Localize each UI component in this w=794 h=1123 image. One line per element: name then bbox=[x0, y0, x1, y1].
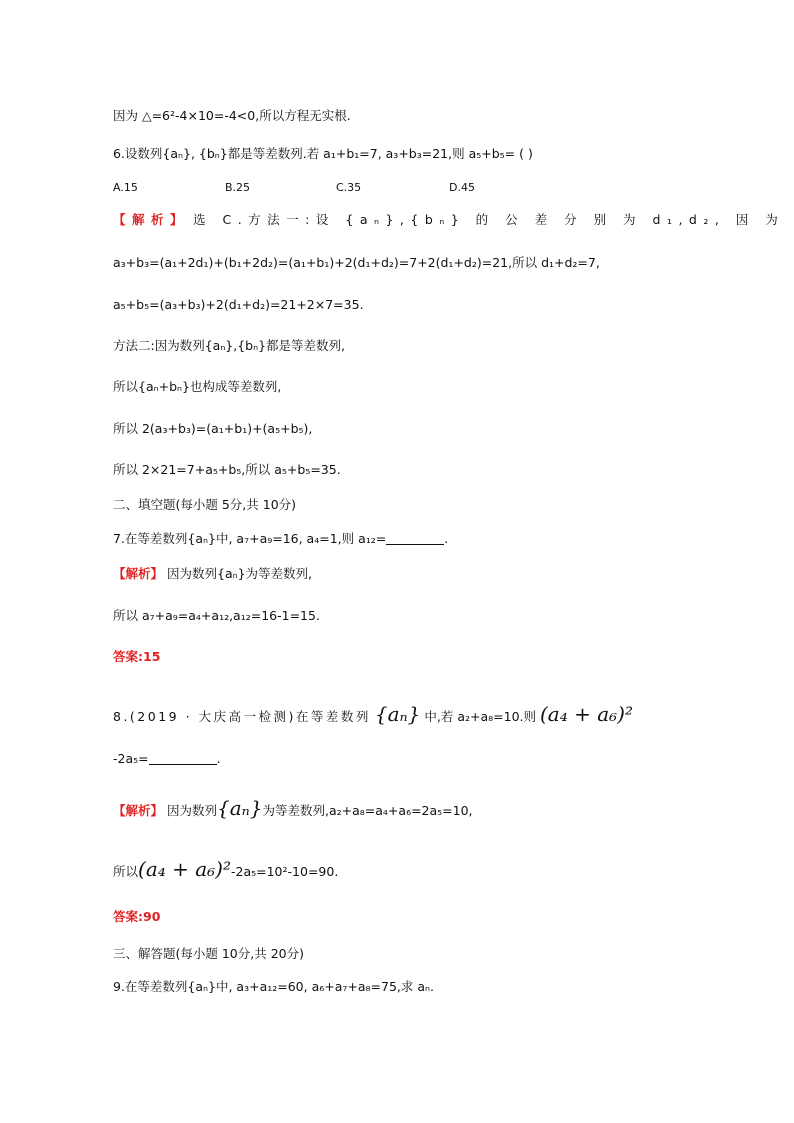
option-c: C.35 bbox=[336, 181, 362, 194]
answer-7 bbox=[113, 648, 160, 666]
option-b: B.25 bbox=[225, 181, 251, 194]
question-7-text: 7.在等差数列{aₙ}中, a₇+a₉=16, a₄=1,则 a₁₂= bbox=[113, 531, 387, 546]
answer-8-rest: 为等差数列,a₂+a₈=a₄+a₆=2a₅=10, bbox=[262, 803, 473, 818]
answer-7-line-1 bbox=[113, 565, 312, 583]
answer-7-value: 答案:15 bbox=[113, 649, 161, 664]
question-7-end: . bbox=[444, 531, 449, 546]
discriminant-line: 因为 △=6²-4×10=-4<0,所以方程无实根. bbox=[113, 108, 351, 123]
analysis-label: 【解析】 bbox=[113, 566, 164, 581]
section-2-heading: 二、填空题(每小题 5分,共 10分) bbox=[113, 497, 297, 512]
question-7 bbox=[113, 530, 448, 548]
sequence-an-math: {aₙ} bbox=[374, 702, 421, 726]
answer-8-line-2 bbox=[113, 856, 338, 885]
answer-8-prefix: 所以 bbox=[113, 864, 139, 879]
answer-6-line-3: a₅+b₅=(a₃+b₃)+2(d₁+d₂)=21+2×7=35. bbox=[113, 297, 364, 312]
section-3-heading: 三、解答题(每小题 10分,共 20分) bbox=[113, 946, 304, 961]
question-8-line-1 bbox=[113, 700, 633, 731]
option-d: D.45 bbox=[449, 181, 475, 194]
question-6: 6.设数列{aₙ}, {bₙ}都是等差数列.若 a₁+b₁=7, a₃+b₃=21,则 a₅+b₅= ( ) bbox=[113, 146, 533, 161]
answer-6-line-7: 所以 2×21=7+a₅+b₅,所以 a₅+b₅=35. bbox=[113, 462, 341, 477]
answer-8 bbox=[113, 908, 160, 926]
analysis-label: 【解析】 bbox=[113, 212, 190, 227]
answer-6-line-4: 方法二:因为数列{aₙ},{bₙ}都是等差数列, bbox=[113, 338, 346, 353]
question-8-mid: 中,若 a₂+a₈=10.则 bbox=[424, 709, 536, 724]
answer-8-text: 因为数列 bbox=[167, 803, 218, 818]
sequence-an-math: {aₙ} bbox=[217, 796, 263, 820]
answer-6-line-1 bbox=[113, 211, 784, 229]
question-9: 9.在等差数列{aₙ}中, a₃+a₁₂=60, a₆+a₇+a₈=75,求 aₙ. bbox=[113, 979, 434, 994]
answer-blank bbox=[149, 750, 217, 765]
answer-8-line-1 bbox=[113, 795, 473, 824]
question-8-prefix: 8.(2019 · 大庆高一检测)在等差数列 bbox=[113, 709, 371, 724]
answer-6-text: 选 C.方法一:设 {aₙ},{bₙ} 的 公 差 分 别 为 d₁,d₂, 因 为 bbox=[193, 212, 785, 227]
answer-6-line-5: 所以{aₙ+bₙ}也构成等差数列, bbox=[113, 379, 282, 394]
answer-7-line-2: 所以 a₇+a₉=a₄+a₁₂,a₁₂=16-1=15. bbox=[113, 608, 320, 623]
question-8-end: . bbox=[216, 751, 221, 766]
answer-blank bbox=[386, 530, 444, 545]
analysis-label: 【解析】 bbox=[113, 803, 164, 818]
answer-6-line-6: 所以 2(a₃+b₃)=(a₁+b₁)+(a₅+b₅), bbox=[113, 421, 313, 436]
expression-math: (a₄ + a₆)² bbox=[138, 857, 231, 881]
answer-6-line-2: a₃+b₃=(a₁+2d₁)+(b₁+2d₂)=(a₁+b₁)+2(d₁+d₂)=7+2(d₁+d₂)=21,所以 d₁+d₂=7, bbox=[113, 255, 600, 270]
option-a: A.15 bbox=[113, 181, 138, 194]
answer-8-line-2-rest: -2a₅=10²-10=90. bbox=[231, 864, 339, 879]
question-8-line-2 bbox=[113, 750, 221, 768]
expression-math: (a₄ + a₆)² bbox=[539, 702, 633, 726]
answer-8-value: 答案:90 bbox=[113, 909, 161, 924]
answer-7-text: 因为数列{aₙ}为等差数列, bbox=[167, 566, 313, 581]
question-8-text-2: -2a₅= bbox=[113, 751, 149, 766]
